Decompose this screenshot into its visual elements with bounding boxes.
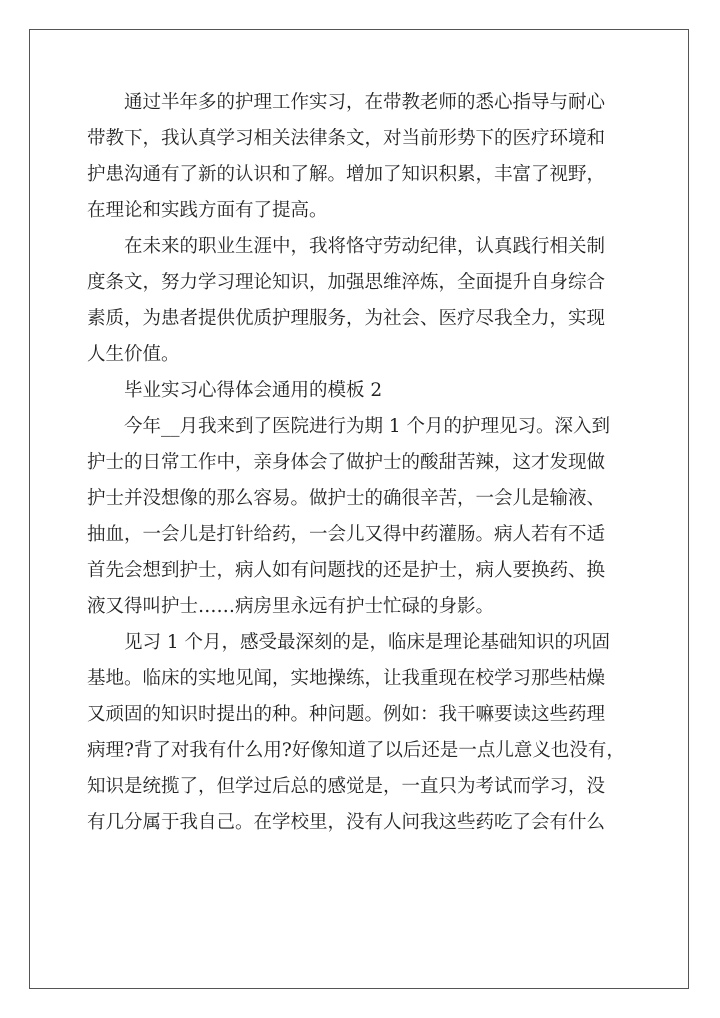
- paragraph-2: 在未来的职业生涯中，我将恪守劳动纪律，认真践行相关制 度条文，努力学习理论知识，加强思维淬炼，全面提升自身综合 素质，为患者提供优质护理服务，为社会、医疗尽我全力，实现 人生价值。: [87, 236, 606, 365]
- paragraph-3: 今年__月我来到了医院进行为期 1 个月的护理见习。深入到 护士的日常工作中，亲身体会了做护士的酸甜苦辣，这才发现做 护士并没想像的那么容易。做护士的确很辛苦，一会儿是输液、 抽血，一会儿是打针给药，一会儿又得中药灌肠。病人若有不适 首先会想到护士，病人如有问题找的还是护士，病人要换药、换 液又得叫护士……病房里永远有护士忙碌的身影。: [87, 416, 611, 617]
- document-body: [87, 85, 635, 841]
- paragraph-1: 通过半年多的护理工作实习，在带教老师的悉心指导与耐心 带教下，我认真学习相关法律条文，对当前形势下的医疗环境和 护患沟通有了新的认识和了解。增加了知识积累，丰富了视野， 在理论和实践方面有了提高。: [87, 92, 606, 221]
- paragraph-4: 见习 1 个月，感受最深刻的是，临床是理论基础知识的巩固 基地。临床的实地见闻，实地操练，让我重现在校学习那些枯燥 又顽固的知识时提出的种。种问题。例如：我干嘛要读这些药理 病理?背了对我有什么用?好像知道了以后还是一点儿意义也没有， 知识是统揽了，但学过后总的感觉是，一直只为考试而学习，没 有几分属于我自己。在学校里，没有人问我这些药吃了会有什么: [87, 632, 625, 833]
- section-heading: 毕业实习心得体会通用的模板 2: [124, 380, 383, 401]
